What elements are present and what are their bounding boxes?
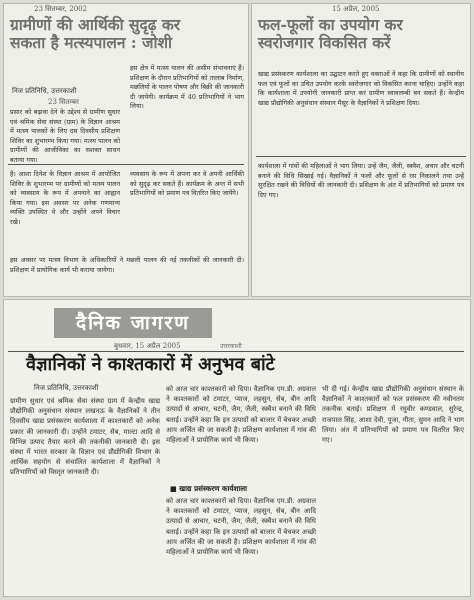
article-column-1: ग्रामीण सुधार एवं श्रमिक सेवा संस्था ग्राम में केन्द्रीय खाद्य प्रौद्योगिकी अनुसंधान संस्थान लखनऊ के वैज्ञानिकों ने तीन दिवसीय खाद्य प्रसंस्करण कार्यशाला में काश्तकारों को अनेक प्रकार की जानकारी दी। उन्होंने टमाटर, सेब, माल्टा आदि से विभिन्न उत्पाद तैयार करने की तकनीकी जानकारी दी। इस संस्था में भारत सरकार के विज्ञान एवं प्रौद्योगिकी विभाग के आर्थिक सहयोग से संचालित कार्यशाला में वैज्ञानिकों ने प्रतिभागियों को विस्तृत जानकारी दी। [10,397,160,477]
subhead-text: खाद्य प्रसंस्करण कार्यशाला [179,484,248,493]
headline-line-1: फल-फूलों का उपयोग कर [258,15,403,34]
article-column-3: भी दी गई। केन्द्रीय खाद्य प्रौद्योगिकी अनुसंधान संस्थान के वैज्ञानिकों ने काश्तकारों को फल प्रसंस्करण की नवीनतम तकनीक बताई। प्रशिक्षण में रघुवीर कण्डवाल, सुरेन्द्र, राजपाल सिंह, आशा देवी, पूजा, गीता, सुमन आदि ने भाग लिया। अंत में प्रतिभागियों को प्रमाण पत्र वितरित किए गए। [322,385,464,444]
article-subhead [170,484,247,494]
article-headline [258,16,468,52]
article-column-2b: को आज चार काश्तकारों को दिया। वैज्ञानिक एम.डी. अग्रवाल ने काश्तकारों को टमाटर, प्याज, लहसुन, सेब, बीन आदि उत्पादों से आचार, चटनी, जैम, जैली, स्क्वैश बनाने की विधि बताई। उन्होंने कहा कि इन उत्पादों को बाजार में बेचकर अच्छी आय अर्जित की जा सकती है। प्रशिक्षण कार्यशाला में गांव की महिलाओं ने प्रायोगिक कार्य भी किया। [166,497,316,556]
article-headline: वैज्ञानिकों ने काश्तकारों में अनुभव बांटे [26,354,275,375]
article-headline [10,16,246,52]
article-column-1: खाद्य प्रसंस्करण कार्यशाला का उद्घाटन करते हुए वक्ताओं ने कहा कि ग्रामीणों को स्थानीय फल एवं फूलों का उचित उपयोग करके स्वरोजगार को विकसित करना चाहिए। उन्होंने कहा कि कार्यशाला में उपयोगी जानकारी प्राप्त कर ग्रामीण स्वावलम्बी बन सकते हैं। केन्द्रीय खाद्य प्रौद्योगिकी अनुसंधान संस्थान मैसूर के वैज्ञानिकों ने प्रशिक्षण दिया। [258,70,464,107]
place-stamp: उत्तरकाशी [220,343,242,350]
article-column-2: को आज चार काश्तकारों को दिया। वैज्ञानिक एम.डी. अग्रवाल ने काश्तकारों को टमाटर, प्याज, लहसुन, सेब, बीन आदि उत्पादों से आचार, चटनी, जैम, जैली, स्क्वैश बनाने की विधि बताई। उन्होंने कहा कि इन उत्पादों को बाजार में बेचकर अच्छी आय अर्जित की जा सकती है। प्रशिक्षण कार्यशाला में गांव की महिलाओं ने प्रायोगिक कार्य भी किया। [166,385,316,444]
article-column-3: है। आशा दिनेश के विज्ञान आश्रम में आयोजित शिविर के शुभारम्भ पर ग्रामीणों को मत्स्य पालन को व्यवसाय के रूप में अपनाने का आह्वान किया गया। इस अवसर पर अनेक गणमान्य व्यक्ति उपस्थित थे और उन्होंने अपने विचार रखे। [10,170,120,227]
headline-line-1: ग्रामीणों की आर्थिकी सुदृढ़ कर [10,15,181,34]
article-column-1: प्रसार को बढ़ावा देने के उद्देश्य से ग्रामीण सुधार एवं श्रमिक सेवा संस्था (ग्राम) के विज्ञान आश्रम में मत्स्य पालकों के लिए दस दिवसीय प्रशिक्षण शिविर का शुभारम्भ किया गया। मत्स्य पालन को ग्रामीणों की आजीविका का सशक्त साधन बताया गया। [10,108,120,165]
article-clipping-dainik-jagran [4,300,470,596]
article-column-5: इस अवसर पर मत्स्य विभाग के अधिकारियों ने मछली पालन की नई तकनीकों की जानकारी दी। प्रशिक्षण में प्रायोगिक कार्य भी कराया जायेगा। [10,256,244,274]
article-date: 23 सितम्बर, 2002 [34,5,88,13]
article-clipping-fisheries [4,4,248,296]
article-date: बुधवार, 15 अप्रैल 2005 [114,342,181,350]
newspaper-masthead: दैनिक जागरण [54,308,212,338]
column-divider [8,164,244,165]
square-bullet-icon: ■ [170,484,180,493]
article-byline: निज प्रतिनिधि, उत्तरकाशी [12,87,77,95]
article-clipping-food-processing [252,4,470,296]
section-divider [256,156,466,157]
article-date: 15 अप्रैल, 2005 [332,5,380,13]
article-column-2: इस क्षेत्र में मत्स्य पालन की असीम संभावनाएं हैं। प्रशिक्षण के दौरान प्रतिभागियों को तालाब निर्माण, मछलियों के पालन पोषण और बिक्री की जानकारी दी जायेगी। कार्यक्रम में 40 प्रतिभागियों ने भाग लिया। [130,64,244,111]
headline-rule [8,351,464,352]
article-column-2: कार्यशाला में गांवों की महिलाओं ने भाग लिया। उन्हें जैम, जैली, स्क्वैश, अचार और चटनी बनाने की विधि सिखाई गई। वैज्ञानिकों ने फलों और फूलों से रस निकालने तथा उन्हें सुरक्षित रखने की विधियों की जानकारी दी। प्रशिक्षण के अंत में प्रतिभागियों को प्रमाण पत्र दिए गए। [258,162,464,199]
article-column-4: व्यवसाय के रूप में अपना कर वे अपनी आर्थिकी को सुदृढ़ कर सकते हैं। कार्यक्रम के अन्त में सभी प्रतिभागियों को प्रमाण पत्र वितरित किए जायेंगे। [130,170,244,198]
headline-line-2: सकता है मत्स्यपालन : जोशी [10,32,173,52]
article-byline: निज प्रतिनिधि, उत्तरकाशी [34,384,99,392]
headline-line-2: स्वरोजगार विकसित करें [258,32,391,52]
article-dateline: 23 सितम्बर [48,98,79,106]
